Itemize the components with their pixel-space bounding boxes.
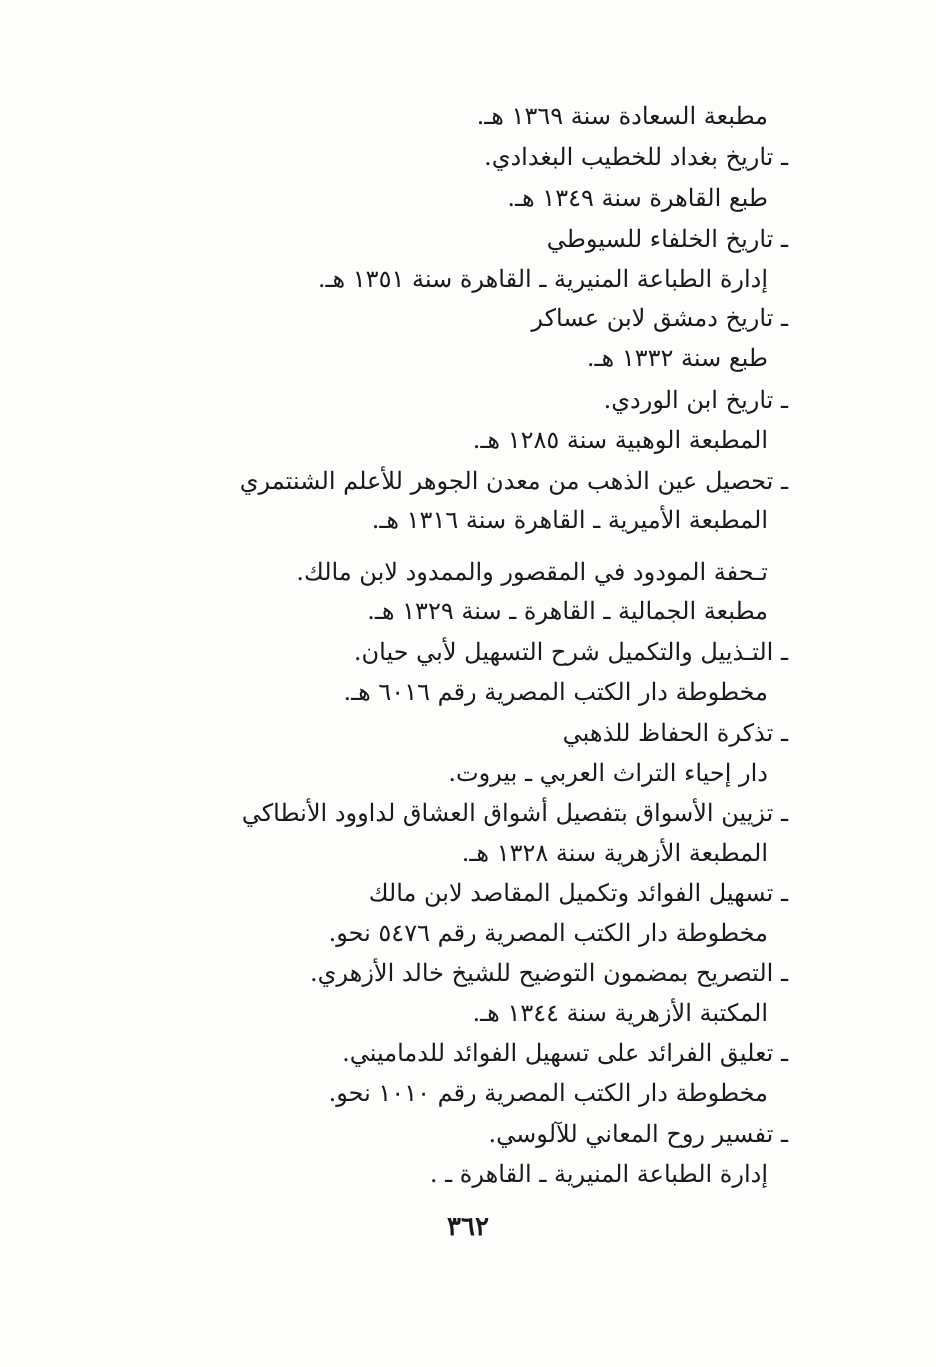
page-number: ٣٦٢ bbox=[447, 1212, 489, 1242]
text-line: ـ التـذييل والتكميل شرح التسهيل لأبي حيان. bbox=[353, 638, 788, 666]
text-line: ـ التصريح بمضمون التوضيح للشيخ خالد الأزهري. bbox=[310, 959, 788, 987]
text-line: تـحفة المودود في المقصور والممدود لابن مالك. bbox=[296, 558, 768, 586]
text-line: ـ تذكرة الحفاظ للذهبي bbox=[562, 719, 788, 747]
text-line: ـ تاريخ الخلفاء للسيوطي bbox=[546, 225, 788, 253]
text-line: مطبعة السعادة سنة ١٣٦٩ هـ. bbox=[476, 102, 768, 130]
text-line: المطبعة الأزهرية سنة ١٣٢٨ هـ. bbox=[461, 839, 768, 867]
text-line: دار إحياء التراث العربي ـ بيروت. bbox=[448, 759, 768, 787]
text-line: ـ تسهيل الفوائد وتكميل المقاصد لابن مالك bbox=[368, 879, 788, 907]
text-line: المطبعة الوهبية سنة ١٢٨٥ هـ. bbox=[472, 426, 768, 454]
text-line: ـ تاريخ ابن الوردي. bbox=[603, 386, 788, 414]
text-line: إدارة الطباعة المنيرية ـ القاهرة سنة ١٣٥١ هـ. bbox=[317, 265, 768, 293]
text-line: ـ تزيين الأسواق بتفصيل أشواق العشاق لداوود الأنطاكي bbox=[241, 799, 788, 827]
text-line: المطبعة الأميرية ـ القاهرة سنة ١٣١٦ هـ. bbox=[371, 506, 768, 534]
text-line: مخطوطة دار الكتب المصرية رقم ٦٠١٦ هـ. bbox=[343, 678, 768, 706]
text-line: طبع القاهرة سنة ١٣٤٩ هـ. bbox=[507, 184, 768, 212]
text-line: ـ تعليق الفرائد على تسهيل الفوائد للدماميني. bbox=[342, 1039, 788, 1067]
text-line: ـ تاريخ بغداد للخطيب البغدادي. bbox=[484, 143, 788, 171]
text-line: ـ تفسير روح المعاني للآلوسي. bbox=[488, 1120, 788, 1148]
text-line: طبع سنة ١٣٣٢ هـ. bbox=[586, 344, 768, 372]
text-line: مخطوطة دار الكتب المصرية رقم ١٠١٠ نحو. bbox=[328, 1079, 768, 1107]
text-line: المكتبة الأزهرية سنة ١٣٤٤ هـ. bbox=[472, 999, 768, 1027]
text-line: ـ تاريخ دمشق لابن عساكر bbox=[531, 304, 788, 332]
text-line: مخطوطة دار الكتب المصرية رقم ٥٤٧٦ نحو. bbox=[328, 919, 768, 947]
text-line: إدارة الطباعة المنيرية ـ القاهرة ـ . bbox=[429, 1160, 768, 1188]
text-line: مطبعة الجمالية ـ القاهرة ـ سنة ١٣٢٩ هـ. bbox=[367, 597, 768, 625]
text-line: ـ تحصيل عين الذهب من معدن الجوهر للأعلم الشنتمري bbox=[239, 467, 788, 495]
